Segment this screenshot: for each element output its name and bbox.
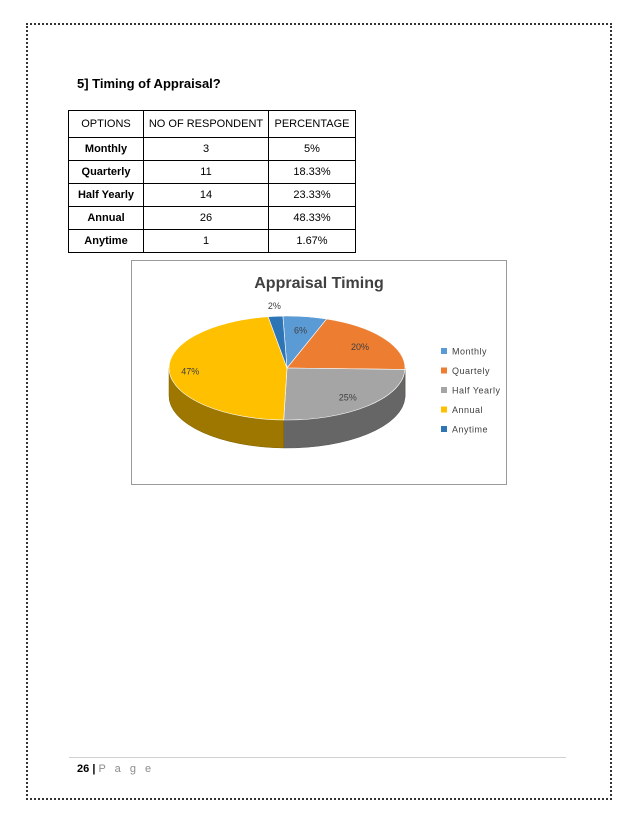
table-header-cell: OPTIONS bbox=[69, 111, 144, 138]
legend-label: Annual bbox=[452, 405, 484, 415]
table-cell-percentage: 48.33% bbox=[269, 207, 356, 230]
page-footer bbox=[77, 763, 154, 775]
table-row bbox=[69, 184, 356, 207]
pie-label-half-yearly: 25% bbox=[338, 392, 357, 403]
table-header-cell: NO OF RESPONDENT bbox=[144, 111, 269, 138]
chart-title: Appraisal Timing bbox=[254, 275, 384, 292]
table-row bbox=[69, 161, 356, 184]
table-cell-percentage: 18.33% bbox=[269, 161, 356, 184]
legend-label: Anytime bbox=[452, 424, 489, 435]
page-number: 26 bbox=[77, 763, 90, 775]
table-cell-percentage: 5% bbox=[269, 138, 356, 161]
legend-swatch bbox=[441, 368, 447, 374]
legend-label: Quartely bbox=[452, 366, 491, 376]
pie-label-annual: 47% bbox=[181, 366, 200, 377]
pie-chart-svg bbox=[132, 261, 506, 484]
page-word: P a g e bbox=[98, 763, 155, 775]
table-cell-count: 14 bbox=[144, 184, 269, 207]
table-cell-count: 3 bbox=[144, 138, 269, 161]
pie-label-monthly: 6% bbox=[294, 325, 308, 336]
pie-label-anytime: 2% bbox=[267, 301, 281, 312]
pie-top bbox=[169, 316, 405, 420]
table-cell-option: Quarterly bbox=[69, 161, 144, 184]
footer-rule bbox=[69, 757, 566, 758]
table-header-cell: PERCENTAGE bbox=[269, 111, 356, 138]
table-row bbox=[69, 230, 356, 253]
section-heading: 5] Timing of Appraisal? bbox=[77, 76, 221, 91]
page-separator: | bbox=[92, 763, 96, 775]
table-cell-option: Anytime bbox=[69, 230, 144, 253]
chart-legend bbox=[441, 347, 501, 435]
table-cell-count: 11 bbox=[144, 161, 269, 184]
legend-swatch bbox=[441, 348, 447, 354]
legend-swatch bbox=[441, 426, 447, 432]
legend-swatch bbox=[441, 407, 447, 413]
table-row bbox=[69, 207, 356, 230]
table-header-row bbox=[69, 111, 356, 138]
legend-swatch bbox=[441, 387, 447, 393]
table-cell-option: Monthly bbox=[69, 138, 144, 161]
legend-label: Monthly bbox=[452, 346, 488, 357]
legend-label: Half Yearly bbox=[452, 385, 501, 396]
pie-label-quartely: 20% bbox=[351, 341, 370, 352]
table-cell-percentage: 1.67% bbox=[269, 230, 356, 253]
table-cell-count: 1 bbox=[144, 230, 269, 253]
table-cell-percentage: 23.33% bbox=[269, 184, 356, 207]
data-table bbox=[68, 110, 356, 253]
table-cell-count: 26 bbox=[144, 207, 269, 230]
table-cell-option: Half Yearly bbox=[69, 184, 144, 207]
pie-chart bbox=[131, 260, 507, 485]
table-cell-option: Annual bbox=[69, 207, 144, 230]
table-row bbox=[69, 138, 356, 161]
